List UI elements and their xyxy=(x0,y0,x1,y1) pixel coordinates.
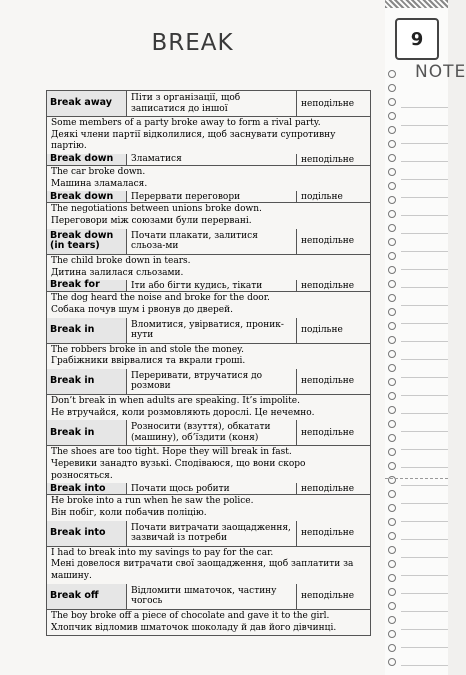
ring-icon xyxy=(388,112,396,120)
entry xyxy=(47,521,370,584)
example xyxy=(47,344,370,369)
example xyxy=(47,255,370,280)
entry-header xyxy=(47,154,370,166)
phrase: Break in xyxy=(47,318,127,344)
example xyxy=(47,203,370,228)
ring-icon xyxy=(388,252,396,260)
example-ua: Переговори між союзами були перервані. xyxy=(51,216,252,227)
ring-icon xyxy=(388,392,396,400)
form: подільне xyxy=(297,318,370,344)
example-ua: Хлопчик відломив шматочок шоколаду й дав його дівчинці. xyxy=(51,622,337,633)
spiral-binding xyxy=(385,70,399,670)
example-ua: Деякі члени партії відколилися, щоб заснувати супротивну партію. xyxy=(51,129,336,152)
entry-header xyxy=(47,191,370,203)
translation: Почати витрачати заощадження, зазвичай із потреби xyxy=(127,521,297,547)
example-en: The child broke down in tears. xyxy=(51,255,191,266)
example-en: The shoes are too tight. Hope they will break in fast. xyxy=(51,447,292,458)
example xyxy=(47,117,370,154)
entry-header xyxy=(47,91,370,117)
entry-header xyxy=(47,280,370,292)
ring-icon xyxy=(388,224,396,232)
ring-icon xyxy=(388,308,396,316)
form: подільне xyxy=(297,191,370,203)
phrase: Break down xyxy=(47,191,127,203)
entry xyxy=(47,229,370,280)
example xyxy=(47,292,370,317)
example-ua: Грабіжники ввірвалися та вкрали гроші. xyxy=(51,356,246,367)
ring-icon xyxy=(388,644,396,652)
ring-icon xyxy=(388,378,396,386)
example-en: The robbers broke in and stole the money. xyxy=(51,344,244,355)
form: неподільне xyxy=(297,369,370,395)
example-en: The negotiations between unions broke down. xyxy=(51,204,262,215)
ring-icon xyxy=(388,588,396,596)
phrase: Break into xyxy=(47,483,127,495)
entry xyxy=(47,483,370,520)
example xyxy=(47,495,370,520)
translation: Відломити шматочок, частину чогось xyxy=(127,584,297,610)
entry xyxy=(47,91,370,154)
entry xyxy=(47,420,370,483)
phrase: Break down xyxy=(47,154,127,166)
translation: Вломитися, увірватися, проник-нути xyxy=(127,318,297,344)
ring-icon xyxy=(388,630,396,638)
ring-icon xyxy=(388,238,396,246)
form: неподільне xyxy=(297,229,370,255)
entry xyxy=(47,318,370,369)
ring-icon xyxy=(388,210,396,218)
form: неподільне xyxy=(297,91,370,117)
notes-margin xyxy=(385,0,466,675)
form: неподільне xyxy=(297,420,370,446)
ring-icon xyxy=(388,602,396,610)
ring-icon xyxy=(388,98,396,106)
example-ua: Дитина залилася сльозами. xyxy=(51,267,184,278)
entry-header xyxy=(47,229,370,255)
ring-icon xyxy=(388,364,396,372)
ring-icon xyxy=(388,560,396,568)
entry xyxy=(47,154,370,191)
ring-icon xyxy=(388,462,396,470)
notebook-header-stripe xyxy=(385,0,448,8)
ring-icon xyxy=(388,574,396,582)
form: неподільне xyxy=(297,521,370,547)
entry-header xyxy=(47,420,370,446)
notes-divider xyxy=(385,478,448,479)
ring-icon xyxy=(388,140,396,148)
ring-icon xyxy=(388,294,396,302)
translation: Перервати переговори xyxy=(127,191,297,203)
ring-icon xyxy=(388,266,396,274)
example xyxy=(47,547,370,584)
ring-icon xyxy=(388,546,396,554)
ring-icon xyxy=(388,280,396,288)
ring-icon xyxy=(388,504,396,512)
ring-icon xyxy=(388,434,396,442)
form: неподільне xyxy=(297,154,370,166)
form: неподільне xyxy=(297,280,370,292)
phrase: Break for xyxy=(47,280,127,292)
phrase: Break down (in tears) xyxy=(47,229,127,255)
translation: Зламатися xyxy=(127,154,297,166)
ring-icon xyxy=(388,350,396,358)
ring-icon xyxy=(388,168,396,176)
entry-header xyxy=(47,521,370,547)
entry xyxy=(47,584,370,635)
translation: Почати щось робити xyxy=(127,483,297,495)
example-en: I had to break into my savings to pay for the car. xyxy=(51,547,274,558)
ring-icon xyxy=(388,70,396,78)
ring-icon xyxy=(388,322,396,330)
entry xyxy=(47,280,370,317)
ring-icon xyxy=(388,616,396,624)
ring-icon xyxy=(388,126,396,134)
page-number-box xyxy=(395,18,439,60)
example xyxy=(47,166,370,191)
entry xyxy=(47,369,370,420)
ring-icon xyxy=(388,182,396,190)
example xyxy=(47,395,370,420)
ring-icon xyxy=(388,84,396,92)
entry xyxy=(47,191,370,228)
ring-icon xyxy=(388,196,396,204)
ring-icon xyxy=(388,420,396,428)
ring-icon xyxy=(388,406,396,414)
ring-icon xyxy=(388,336,396,344)
notes-label: NOTE xyxy=(415,62,466,82)
entry-header xyxy=(47,318,370,344)
example-en: He broke into a run when he saw the police. xyxy=(51,496,254,507)
page-number: 9 xyxy=(410,28,424,50)
translation: Піти з організації, щоб записатися до іншої xyxy=(127,91,297,117)
ring-icon xyxy=(388,518,396,526)
entry-header xyxy=(47,483,370,495)
ring-icon xyxy=(388,448,396,456)
example-en: The car broke down. xyxy=(51,167,146,178)
phrase: Break into xyxy=(47,521,127,547)
phrase: Break in xyxy=(47,369,127,395)
example-ua: Черевики занадто вузькі. Сподіваюся, що вони скоро розносяться. xyxy=(51,459,306,481)
example xyxy=(47,446,370,483)
example-en: Don’t break in when adults are speaking. It’s impolite. xyxy=(51,395,300,406)
example-ua: Собака почув шум і рвонув до дверей. xyxy=(51,304,233,315)
form: неподільне xyxy=(297,584,370,610)
example xyxy=(47,610,370,635)
example-en: The boy broke off a piece of chocolate and gave it to the girl. xyxy=(51,610,330,621)
example-ua: Машина зламалася. xyxy=(51,178,148,189)
ring-icon xyxy=(388,658,396,666)
phrase: Break away xyxy=(47,91,127,117)
translation: Переривати, втручатися до розмови xyxy=(127,369,297,395)
example-en: Some members of a party broke away to form a rival party. xyxy=(51,118,321,128)
translation: Іти або бігти кудись, тікати xyxy=(127,280,297,292)
example-ua: Не втручайся, коли розмовляють дорослі. Це нечемно. xyxy=(51,407,315,418)
example-ua: Мені довелося витрачати свої заощадження, щоб заплатити за машину. xyxy=(51,559,354,582)
ring-icon xyxy=(388,154,396,162)
ruled-lines xyxy=(401,90,448,675)
translation: Почати плакати, залитися сльоза-ми xyxy=(127,229,297,255)
page-title: BREAK xyxy=(151,30,234,56)
example-ua: Він побіг, коли побачив поліцію. xyxy=(51,508,207,519)
ring-icon xyxy=(388,532,396,540)
form: неподільне xyxy=(297,483,370,495)
phrase: Break off xyxy=(47,584,127,610)
entry-header xyxy=(47,369,370,395)
translation: Розносити (взуття), обкатати (машину), об’їздити (коня) xyxy=(127,420,297,446)
phrase: Break in xyxy=(47,420,127,446)
ring-icon xyxy=(388,490,396,498)
entry-header xyxy=(47,584,370,610)
phrasal-verb-table xyxy=(46,90,371,636)
example-en: The dog heard the noise and broke for the door. xyxy=(51,293,270,304)
